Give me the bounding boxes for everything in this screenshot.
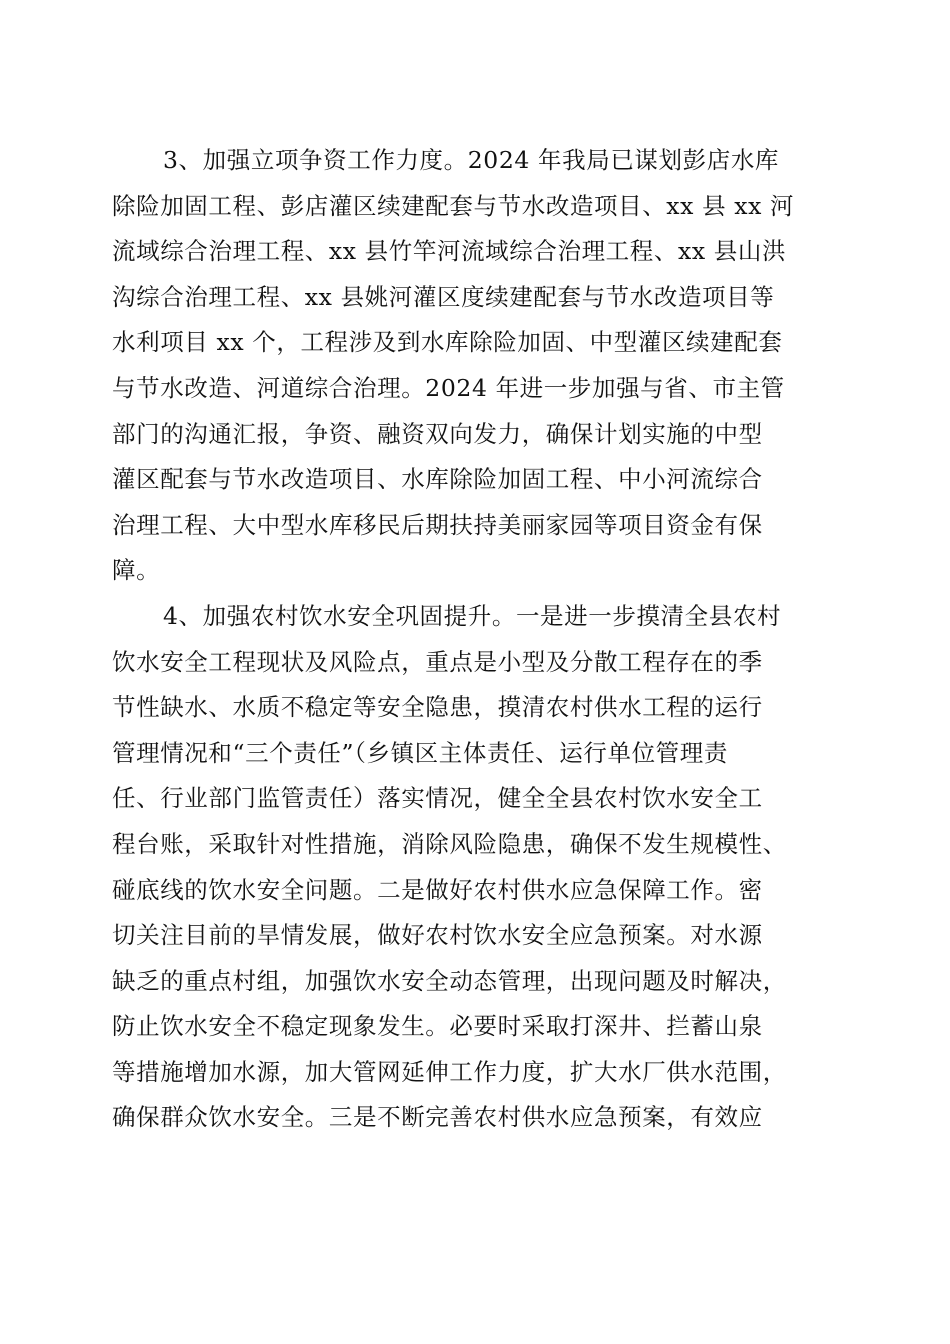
text-line: 除险加固工程、彭店灌区续建配套与节水改造项目、xx 县 xx 河 [112,191,795,220]
text-line: 水利项目 xx 个，工程涉及到水库除险加固、中型灌区续建配套 [112,328,783,357]
text-line: 节性缺水、水质不稳定等安全隐患，摸清农村供水工程的运行 [112,693,763,722]
text-line: 缺乏的重点村组，加强饮水安全动态管理，出现问题及时解决， [112,966,787,995]
text-line: 管理情况和“三个责任”（乡镇区主体责任、运行单位管理责 [112,738,728,767]
text-line: 部门的沟通汇报，争资、融资双向发力，确保计划实施的中型 [112,419,763,448]
text-line: 等措施增加水源，加大管网延伸工作力度，扩大水厂供水范围， [112,1057,787,1086]
text-line: 确保群众饮水安全。三是不断完善农村供水应急预案，有效应 [112,1103,763,1132]
body-text [112,138,842,1141]
text-line: 3、加强立项争资工作力度。2024 年我局已谋划彭店水库 [163,146,780,174]
text-line: 沟综合治理工程、xx 县姚河灌区度续建配套与节水改造项目等 [112,282,775,311]
text-line: 4、加强农村饮水安全巩固提升。一是进一步摸清全县农村 [163,601,782,630]
text-line: 切关注目前的旱情发展，做好农村饮水安全应急预案。对水源 [112,921,763,950]
paragraph-1 [112,138,842,594]
text-line: 灌区配套与节水改造项目、水库除险加固工程、中小河流综合 [112,465,763,494]
text-line: 防止饮水安全不稳定现象发生。必要时采取打深井、拦蓄山泉 [112,1012,763,1041]
text-line: 障。 [112,556,161,585]
text-line: 任、行业部门监管责任）落实情况，健全全县农村饮水安全工 [112,784,763,813]
text-line: 与节水改造、河道综合治理。2024 年进一步加强与省、市主管 [112,373,785,402]
text-line: 治理工程、大中型水库移民后期扶持美丽家园等项目资金有保 [112,510,763,539]
text-line: 程台账，采取针对性措施，消除风险隐患，确保不发生规模性、 [112,829,787,858]
text-line: 流域综合治理工程、xx 县竹竿河流域综合治理工程、xx 县山洪 [112,237,787,266]
text-line: 饮水安全工程现状及风险点，重点是小型及分散工程存在的季 [112,647,763,676]
text-line: 碰底线的饮水安全问题。二是做好农村供水应急保障工作。密 [112,875,763,904]
paragraph-2 [112,594,842,1141]
